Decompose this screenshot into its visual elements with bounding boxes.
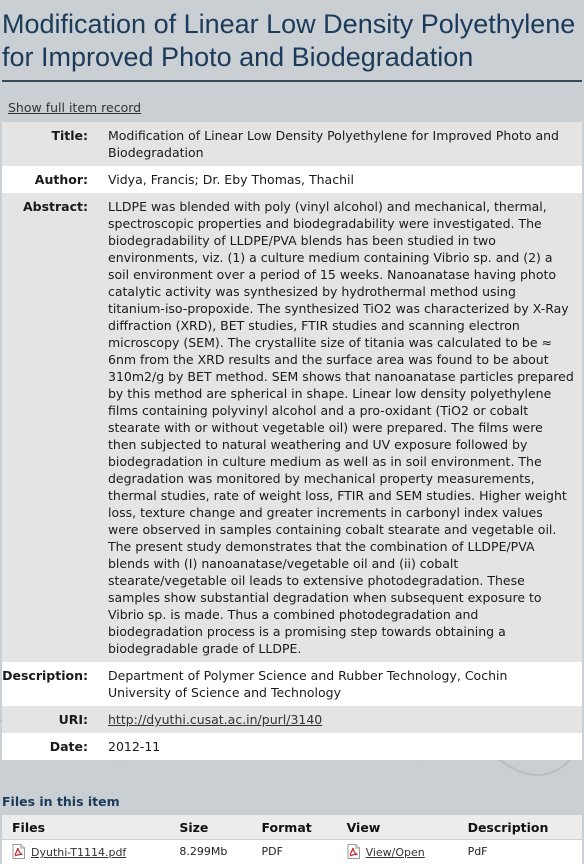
column-header-size: Size	[169, 815, 251, 840]
metadata-value-abstract: LLDPE was blended with poly (vinyl alcohol) and mechanical, thermal, spectroscopic properties and biodegradability were investigated. The biodegradability of LLDPE/PVA blends has been studied in two environments, viz. (1) a culture medium containing Vibrio sp. and (2) a soil environment over a period of 15 weeks. Nanoanatase having photo catalytic activity was synthesized by hydrothermal method using titanium-iso-propoxide. The synthesized TiO2 was characterized by X-Ray diffraction (XRD), BET studies, FTIR studies and scanning electron microscopy (SEM). The crystallite size of titania was calculated to be ≈ 6nm from the XRD results and the surface area was found to be about 310m2/g by BET method. SEM shows that nanoanatase particles prepared by this method are spherical in shape. Linear low density polyethylene films containing polyvinyl alcohol and a pro-oxidant (TiO2 or cobalt stearate with or without vegetable oil) were prepared. The films were then subjected to natural weathering and UV exposure followed by biodegradation in culture medium as well as in soil environment. The degradation was monitored by mechanical property measurements, thermal studies, rate of weight loss, FTIR and SEM studies. Higher weight loss, texture change and greater increments in carbonyl index values were observed in samples containing cobalt stearate and vegetable oil. The present study demonstrates that the combination of LLDPE/PVA blends with (I) nanoanatase/vegetable oil and (ii) cobalt stearate/vegetable oil leads to extensive photodegradation. These samples show substantial degradation when subsequent exposure to Vibrio sp. is made. Thus a combined photodegradation and biodegradation process is a promising step towards obtaining a biodegradable grade of LLDPE.	[106, 193, 582, 662]
metadata-value-description: Department of Polymer Science and Rubber Technology, Cochin University of Science and Technology	[106, 662, 582, 706]
metadata-label: URI:	[2, 706, 106, 733]
show-full-record-link[interactable]: Show full item record	[8, 100, 141, 115]
column-header-view: View	[337, 815, 458, 840]
file-size: 8.299Mb	[169, 840, 251, 864]
metadata-table	[2, 122, 582, 760]
metadata-label: Title:	[2, 122, 106, 166]
metadata-row-description	[2, 662, 582, 706]
metadata-value-date: 2012-11	[106, 733, 582, 760]
metadata-row-author	[2, 166, 582, 193]
files-header-row	[2, 815, 582, 840]
metadata-row-title	[2, 122, 582, 166]
column-header-description: Description	[458, 815, 582, 840]
metadata-row-uri	[2, 706, 582, 733]
metadata-value-author: Vidya, Francis; Dr. Eby Thomas, Thachil	[106, 166, 582, 193]
file-row	[2, 840, 582, 864]
column-header-format: Format	[252, 815, 337, 840]
file-description: PdF	[458, 840, 582, 864]
metadata-label: Date:	[2, 733, 106, 760]
file-name-link[interactable]: Dyuthi-T1114.pdf	[31, 846, 126, 859]
metadata-row-abstract	[2, 193, 582, 662]
metadata-label: Description:	[2, 662, 106, 706]
file-format: PDF	[252, 840, 337, 864]
files-table	[2, 815, 582, 864]
metadata-label: Author:	[2, 166, 106, 193]
page-title: Modification of Linear Low Density Polyethylene for Improved Photo and Biodegradation	[0, 0, 584, 74]
files-heading: Files in this item	[2, 794, 584, 809]
pdf-icon	[347, 844, 360, 859]
metadata-row-date	[2, 733, 582, 760]
pdf-icon	[12, 844, 25, 859]
title-divider	[2, 80, 582, 82]
metadata-value-title: Modification of Linear Low Density Polyethylene for Improved Photo and Biodegradation	[106, 122, 582, 166]
view-open-link[interactable]: View/Open	[366, 846, 425, 859]
uri-link[interactable]: http://dyuthi.cusat.ac.in/purl/3140	[108, 712, 322, 727]
column-header-files: Files	[2, 815, 169, 840]
metadata-label: Abstract:	[2, 193, 106, 662]
